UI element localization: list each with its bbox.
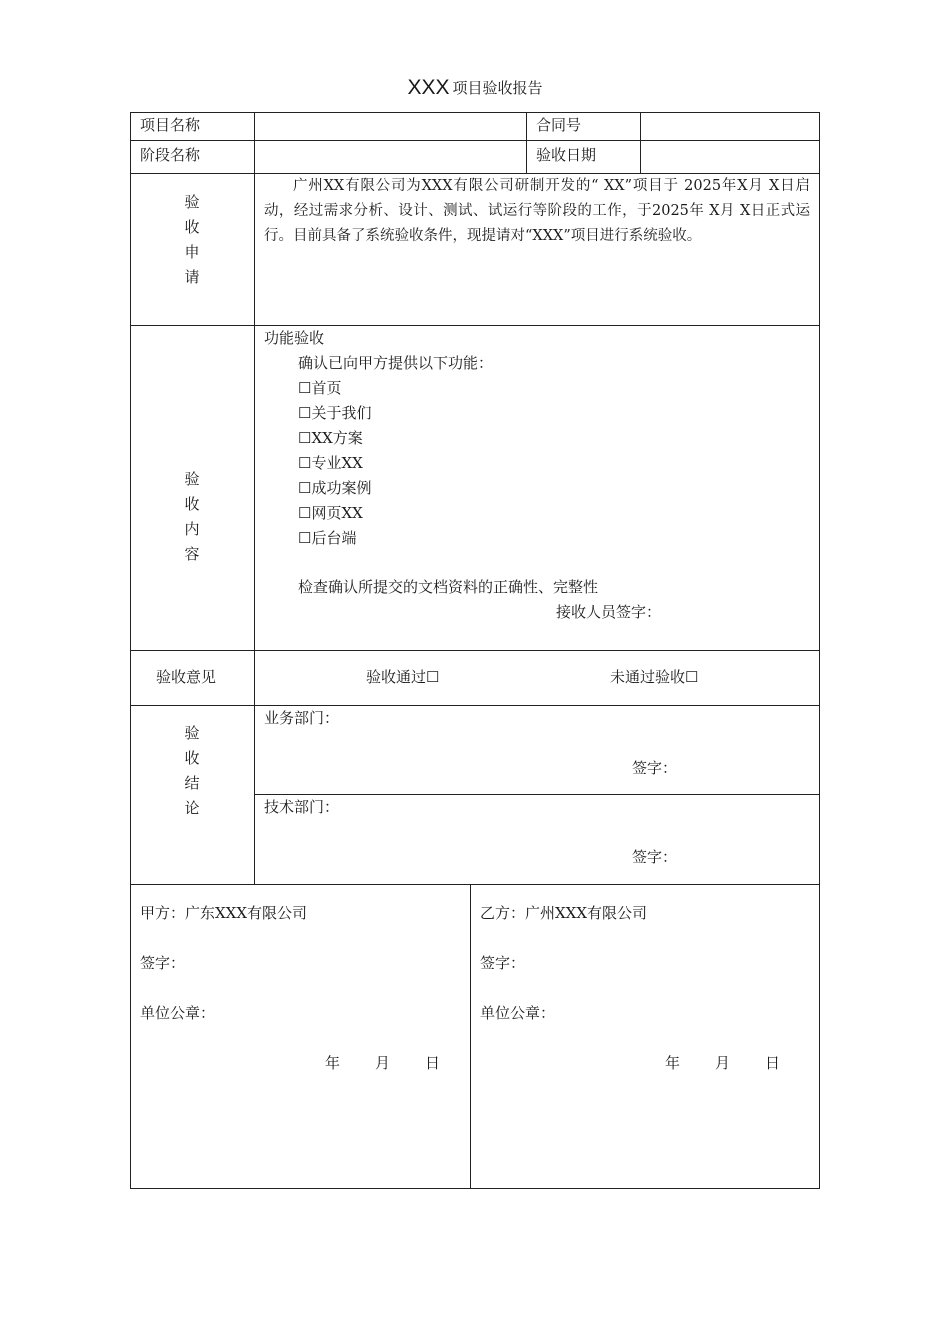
row-divider [130,325,820,326]
border-bottom [130,1188,820,1189]
stage-name-label: 阶段名称 [140,146,201,164]
page-title-suffix: 项目验收报告 [452,79,543,97]
application-text: 广州XX有限公司为XXX有限公司研制开发的“ XX”项目于 2025年X月 X日启动，经过需求分析、设计、测试、试运行等阶段的工作，于2025年 X月 X日正式运行。目前具备了系统验收条件，现提请对“XXX”项目进行系统验收。 [264,178,810,244]
conclusion-label-char: 结 [184,774,200,792]
checklist-item-label: 网页XX [311,504,363,522]
column-divider [640,112,641,174]
tech-signature-label: 签字： [632,848,678,866]
party-a-date-day: 日 [425,1054,441,1072]
checklist-item[interactable] [298,376,341,401]
checkbox-icon[interactable]: ☐ [298,379,312,397]
acceptance-fail-option[interactable]: 未通过验收☐ [610,668,699,686]
row-divider [130,650,820,651]
document-check-text: 检查确认所提交的文档资料的正确性、完整性 [298,578,599,596]
checkbox-icon[interactable]: ☐ [298,454,312,472]
column-divider [526,112,527,174]
checklist-item-label: 后台端 [311,529,357,547]
party-a-date-month: 月 [375,1054,391,1072]
party-a-signature-label: 签字： [140,954,186,972]
checkbox-icon[interactable]: ☐ [298,429,312,447]
application-label-char: 收 [184,218,200,236]
checklist-item-label: 关于我们 [311,404,372,422]
page-title-prefix: XXX [407,76,450,99]
party-b-name: 乙方：广州XXX有限公司 [480,904,648,922]
party-b-date-month: 月 [715,1054,731,1072]
content-label-char: 容 [184,545,200,563]
checkbox-icon[interactable]: ☐ [298,479,312,497]
content-label-char: 内 [184,520,200,538]
conclusion-label [182,721,202,821]
column-divider [254,112,255,885]
function-acceptance-heading: 功能验收 [264,329,325,347]
border-top [130,112,820,113]
receiver-signature-label: 接收人员签字： [556,603,662,621]
checklist-item[interactable] [298,426,363,451]
application-label [182,190,202,290]
party-a-seal-label: 单位公章： [140,1004,216,1022]
checklist-item[interactable] [298,501,363,526]
party-a-name: 甲方：广东XXX有限公司 [140,904,308,922]
conclusion-label-char: 验 [184,724,200,742]
column-divider [470,884,471,1189]
checkbox-icon[interactable]: ☐ [298,529,312,547]
acceptance-date-label: 验收日期 [536,146,597,164]
party-b-seal-label: 单位公章： [480,1004,556,1022]
page-title [0,76,950,100]
row-divider [130,705,820,706]
conclusion-label-char: 论 [184,799,200,817]
function-intro: 确认已向甲方提供以下功能： [298,354,494,372]
checklist-item[interactable] [298,526,356,551]
content-label-char: 收 [184,495,200,513]
checkbox-icon[interactable]: ☐ [298,504,312,522]
checklist-item-label: XX方案 [311,429,363,447]
business-signature-label: 签字： [632,759,678,777]
party-b-signature-label: 签字： [480,954,526,972]
checklist-item[interactable] [298,401,371,426]
checklist-item-label: 专业XX [311,454,363,472]
acceptance-pass-option[interactable]: 验收通过☐ [366,668,440,686]
content-label-char: 验 [184,470,200,488]
conclusion-label-char: 收 [184,749,200,767]
project-name-label: 项目名称 [140,116,201,134]
application-label-char: 申 [184,243,200,261]
row-divider [130,884,820,885]
contract-no-label: 合同号 [536,116,582,134]
checkbox-icon[interactable]: ☐ [298,404,312,422]
party-b-date-day: 日 [765,1054,781,1072]
party-b-date-year: 年 [665,1054,681,1072]
checklist-item-label: 成功案例 [311,479,372,497]
acceptance-form [130,112,820,1189]
checklist-item-label: 首页 [311,379,342,397]
tech-dept-label: 技术部门： [264,798,340,816]
application-label-char: 验 [184,193,200,211]
opinion-label: 验收意见 [156,668,217,686]
application-label-char: 请 [184,268,200,286]
business-dept-label: 业务部门： [264,709,340,727]
checklist-item[interactable] [298,476,371,501]
content-label [182,467,202,567]
party-a-date-year: 年 [325,1054,341,1072]
checklist-item[interactable] [298,451,363,476]
row-divider [130,140,820,141]
